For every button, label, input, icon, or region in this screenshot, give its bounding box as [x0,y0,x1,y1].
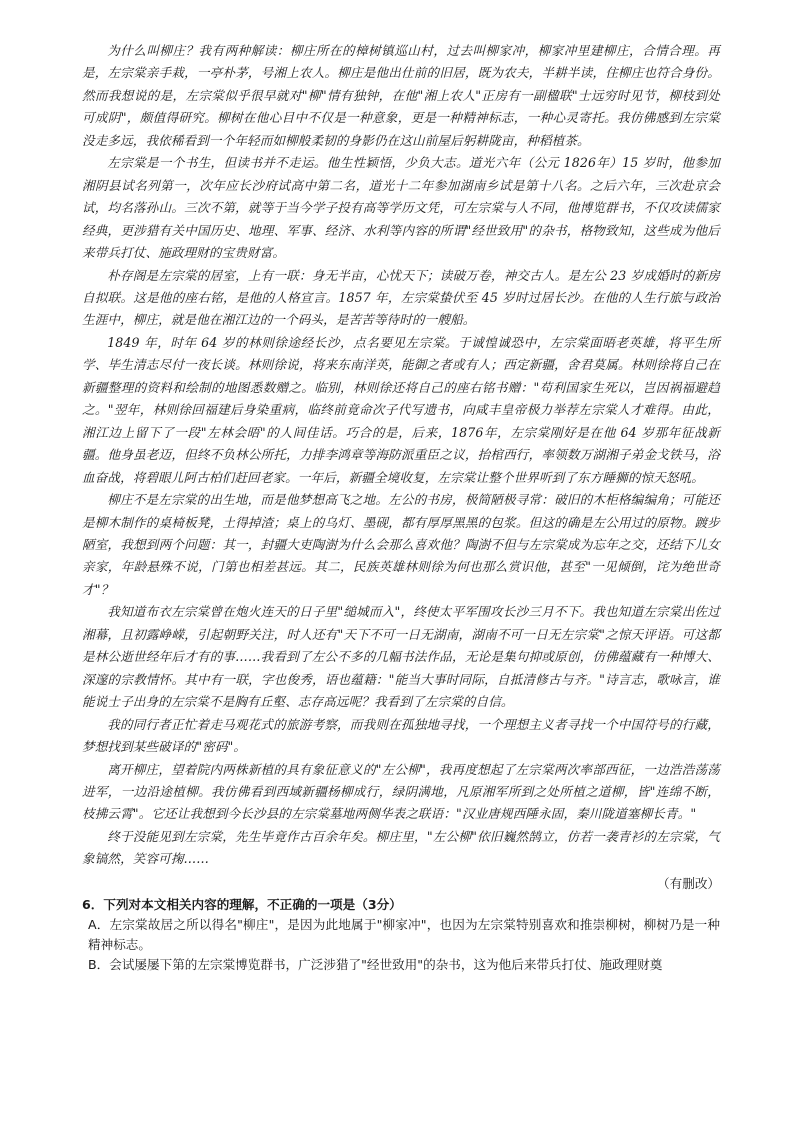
paragraph-1: 为什么叫柳庄？我有两种解读：柳庄所在的樟树镇巡山村，过去叫柳家冲，柳家冲里建柳庄，合情合理。再是，左宗棠亲手栽，一亭朴茅，号湘上农人。柳庄是他出仕前的旧居，既为农夫，半耕半读，住柳庄也符合身份。然而我想说的是，左宗棠似乎很早就对"柳"情有独钟，在他"湘上农人"正房有一副楹联"士远穷时见节，柳枝到处可成阴"，颇值得研究。柳树在他心目中不仅是一种意象，更是一种精神标志，一种心灵寄托。我仿佛感到左宗棠没走多远，我依稀看到一个年轻而如柳般柔韧的身影仍在这山前屋后躬耕陇亩，种稻植茶。 [82,43,720,148]
option-b: B．会试屡屡下第的左宗棠博览群书，广泛涉猎了"经世致用"的杂书，这为他后来带兵打仗、施政理财奠 [88,956,663,972]
question-6 [82,895,720,975]
paragraph-6: 我知道布衣左宗棠曾在炮火连天的日子里"缒城而入"，终使太平军围攻长沙三月不下。我也知道左宗棠出佐过湘幕，且初露峥嵘，引起朝野关注，时人还有"天下不可一日无湖南，湖南不可一日无左宗棠"之惊天评语。可这都是林公逝世经年后才有的事……我看到了左公不多的几幅书法作品，无论是集句抑或原创，仿佛蕴藏有一种博大、深邃的宗教情怀。其中有一联，字也俊秀，语也蕴籍："能当大事时同际，自抵清修古与齐。"诗言志，歌咏言，谁能说士子出身的左宗棠不是胸有丘壑、志存高远呢？我看到了左宗棠的自信。 [82,604,720,710]
source-note: （有删改） [657,875,720,891]
option-a: A．左宗棠故居之所以得名"柳庄"，是因为此地属于"柳家冲"，也因为左宗棠特别喜欢和推崇柳树，柳树乃是一种精神标志。 [88,916,720,952]
paragraph-9: 终于没能见到左宗棠，先生毕竟作古百余年矣。柳庄里，"左公柳"依旧巍然鹄立，仿若一袭青衫的左宗棠，气象镐然，笑容可掬…… [82,828,720,867]
paragraph-4: 1849 年，时年 64 岁的林则徐途经长沙，点名要见左宗棠。于诚惶诚恐中，左宗棠面晤老英雄，将平生所学、毕生清志尽付一夜长谈。林则徐说，将来东南洋英，能御之者或有人；西定新疆，舍君莫属。林则徐将自己在新疆整理的资料和绘制的地图悉数赠之。临别，林则徐还将自己的座右铭书赠："苟利国家生死以，岂因祸福避趋之。"翌年，林则徐回福建后身染重病，临终前竟命次子代写遗书，向咸丰皇帝极力举荐左宗棠人才难得。由此，湘江边上留下了一段"左林会晤"的人间佳话。巧合的是，后来，1876年，左宗棠刚好是在他 64 岁那年征战新疆。他身虽老迈，但终不负林公所托，力排李鸿章等海防派重臣之议，抬棺西行，率领数万湖湘子弟金戈铁马，浴血奋战，将碧眼儿阿古柏们赶回老家。一年后，新疆全境收复，左宗棠让整个世界听到了东方睡狮的惊天怒吼。 [82,334,720,485]
paragraph-5: 柳庄不是左宗棠的出生地，而是他梦想高飞之地。左公的书房，极简陋极寻常：破旧的木柜格编编角；可能还是柳木制作的桌椅板凳，土得掉渣；桌上的乌灯、墨砚，都有厚厚黑黑的包浆。但这的确是左公用过的原物。踱步陋室，我想到两个问题：其一，封疆大吏陶澍为什么会那么喜欢他？陶澍不但与左宗棠成为忘年之交，还结下儿女亲家，年龄悬殊不说，门第也相差甚远。其二，民族英雄林则徐为何也那么赏识他，甚至"一见倾倒，诧为绝世奇才"？ [82,492,720,597]
question-stem: 6．下列对本文相关内容的理解，不正确的一项是（3分） [82,896,402,912]
reading-passage [82,40,720,895]
paragraph-3: 朴存阁是左宗棠的居室，上有一联：身无半亩，心忧天下；读破万卷，神交古人。是左公 23 岁成婚时的新房自拟联。这是他的座右铭，是他的人格宣言。1857 年，左宗棠蛰伏至 45 岁时过居长沙。在他的人生行旅与政治生涯中，柳庄，就是他在湘江边的一个码头，是苦苦等待时的一艘船。 [82,267,720,328]
paragraph-2: 左宗棠是一个书生，但读书并不走运。他生性颖悟，少负大志。道光六年（公元 1826年）15 岁时，他参加湘阴县试名列第一，次年应长沙府试高中第二名，道光十二年参加湖南乡试是第十八名。之后六年，三次赴京会试，均名落孙山。三次不第，就等于当今学子投有高等学历文凭，可左宗棠与人不同，他博览群书，不仅攻读儒家经典，更涉猎有关中国历史、地理、军事、经济、水利等内容的所谓"经世致用"的杂书，格物致知，这些成为他后来带兵打仗、施政理财的宝贵财富。 [82,155,720,261]
paragraph-7: 我的同行者正忙着走马观花式的旅游考察，而我则在孤独地寻找，一个理想主义者寻找一个中国符号的行藏，梦想找到某些破译的"密码"。 [82,716,720,755]
paragraph-8: 离开柳庄，望着院内两株新植的具有象征意义的"左公柳"，我再度想起了左宗棠两次率部西征，一边浩浩荡荡进军，一边沿途植柳。我仿佛看到西域新疆杨柳成行，绿阴满地，凡原湘军所到之处所植之道柳，皆"连绵不断，枝拂云霄"。它还让我想到今长沙县的左宗棠墓地两侧华表之联语："汉业唐规西陲永固，秦川陇道塞柳长青。" [82,761,720,822]
